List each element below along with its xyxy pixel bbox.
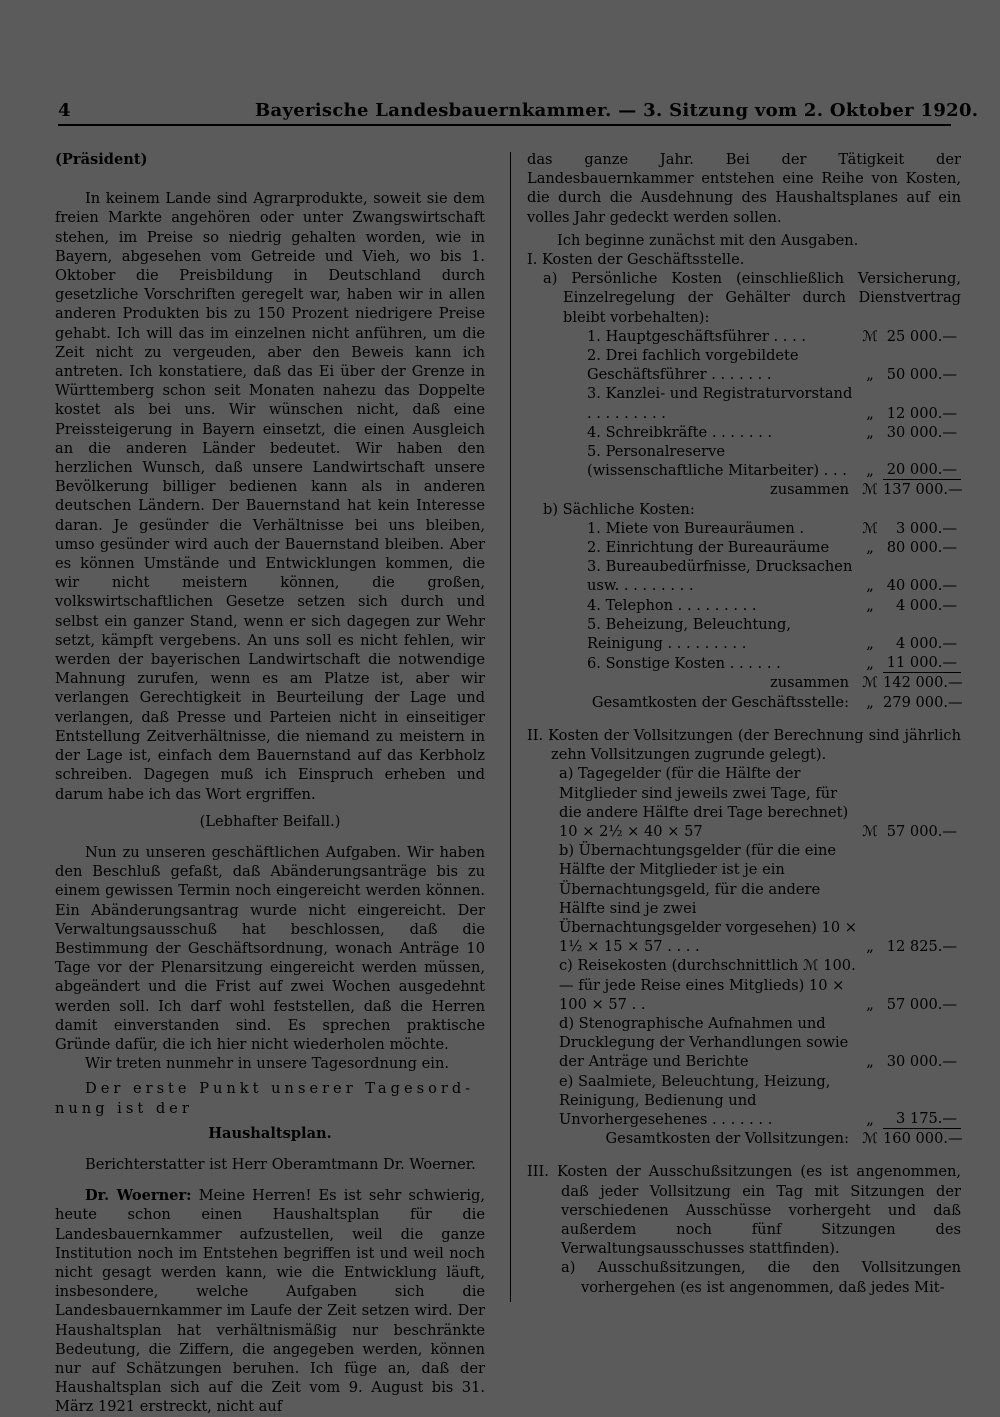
cost-item-label: 4. Telephon . . . . . . . . . <box>587 596 757 614</box>
section-heading: I. Kosten der Geschäftsstelle. <box>527 251 745 269</box>
cost-item-label: 2. Einrichtung der Bureauräume <box>587 539 830 557</box>
total-row <box>527 693 961 712</box>
currency-symbol: „ <box>866 693 874 711</box>
currency-symbol: „ <box>866 655 874 673</box>
cost-item <box>587 596 961 615</box>
currency-symbol: „ <box>866 462 874 480</box>
currency-symbol: ℳ <box>862 822 878 840</box>
subtotal-row <box>527 480 961 499</box>
cost-item-amount: 11 000.— <box>883 653 961 673</box>
cost-item-label: c) Reisekosten (durchschnittlich ℳ 100.— für jede Reise eines Mitglieds) 10 × 100 × 57 . . <box>559 957 856 1013</box>
cost-item <box>559 764 961 841</box>
cost-item <box>559 956 961 1014</box>
cost-item-amount: 50 000.— <box>886 366 957 384</box>
currency-symbol: „ <box>866 596 874 614</box>
currency-symbol: „ <box>866 1053 874 1071</box>
cost-item-label: 6. Sonstige Kosten . . . . . . <box>587 655 781 673</box>
cost-item-label: 3. Kanzlei- und Registraturvorstand . . . . . . . . . <box>587 385 853 422</box>
cost-item-amount: 25 000.— <box>886 327 957 345</box>
section-heading: II. Kosten der Vollsitzungen (der Berechnung sind jährlich zehn Vollsitzungen zugrunde gelegt). <box>527 726 961 764</box>
agenda-line: Der erste Punkt unserer Tagesord- <box>85 1080 475 1098</box>
applause-note: (Lebhafter Beifall.) <box>199 812 341 830</box>
left-column <box>55 150 485 1417</box>
rapporteur-line: Berichterstatter ist Herr Oberamtmann Dr. Woerner. <box>85 1155 476 1173</box>
cost-item-amount: 12 000.— <box>886 404 957 422</box>
cost-item-amount: 4 000.— <box>895 635 957 653</box>
cost-item <box>587 346 961 384</box>
cost-item-amount: 12 825.— <box>886 938 957 956</box>
cost-item <box>559 1072 961 1130</box>
currency-symbol: „ <box>866 366 874 384</box>
page-number: 4 <box>58 100 71 121</box>
cost-item-amount: 20 000.— <box>883 460 961 480</box>
cost-list <box>527 327 961 481</box>
cost-item-amount: 40 000.— <box>886 577 957 595</box>
currency-symbol: ℳ <box>862 481 878 499</box>
subsection-heading: a) Ausschußsitzungen, die den Vollsitzungen vorhergehen (es ist angenommen, daß jedes Mit- <box>561 1259 961 1296</box>
paragraph: Nun zu unseren geschäftlichen Aufgaben. Wir haben den Beschluß gefaßt, daß Abänderungsanträge bis zu einem gewissen Termin noch eingereicht werden können. Ein Abänderungsantrag wurde nicht eingereicht. Der Verwaltungsausschuß hat beschlossen, daß die Bestimmung der Geschäftsordnung, wonach Anträge 10 Tage vor der Plenarsitzung eingereicht werden müssen, abgeändert und die Frist auf zwei Wochen ausgedehnt werden soll. Ich darf wohl feststellen, daß die Herren damit einverstanden sind. Es sprechen praktische Gründe dafür, die ich hier nicht wiederholen möchte. <box>55 843 485 1053</box>
currency-symbol: „ <box>866 1110 874 1128</box>
subtotal-label: zusammen <box>770 481 849 499</box>
currency-symbol: ℳ <box>862 674 878 692</box>
speech-text: Meine Herren! Es ist sehr schwierig, heute schon einen Haushaltsplan für die Landesbauernkammer aufzustellen, weil die ganze Institution noch im Entstehen begriffen ist und weil noch nicht gesagt werden kann, wie die Entwicklung läuft, insbesondere, welche Aufgaben sich die Landesbauernkammer im Laufe der Zeit setzen wird. Der Haushaltsplan hat verhältnismäßig nur beschränkte Bedeutung, die Ziffern, die angegeben werden, können nur auf Schätzungen beruhen. Ich füge an, daß der Haushaltsplan sich auf die Zeit vom 9. August bis 31. März 1921 erstreckt, nicht auf <box>55 1187 486 1416</box>
speaker-tag: (Präsident) <box>55 151 148 168</box>
subtotal-amount: 137 000.— <box>883 481 963 499</box>
cost-item-label: d) Stenographische Aufnahmen und Drucklegung der Verhandlungen sowie der Anträge und Berichte <box>559 1014 849 1071</box>
agenda-line: nung ist der <box>55 1099 193 1117</box>
total-row <box>527 1129 961 1148</box>
speaker-name: Dr. Woerner: <box>85 1187 192 1205</box>
subtotal-amount: 142 000.— <box>883 674 963 692</box>
paragraph: das ganze Jahr. Bei der Tätigkeit der Landesbauernkammer entstehen eine Reihe von Kosten, die durch die Ausdehnung des Haushaltsplanes auf ein volles Jahr gedeckt werden sollen. <box>527 151 961 226</box>
cost-item-label: b) Übernachtungsgelder (für die eine Hälfte der Mitglieder ist je ein Übernachtungsgeld, für die andere Hälfte sind je zwei Übernachtungsgelder vorgesehen) 10 × 1½ × 15 × 57 . . . . <box>559 842 857 956</box>
currency-symbol: „ <box>866 423 874 441</box>
cost-item <box>587 423 961 442</box>
cost-item-label: 2. Drei fachlich vorgebildete Geschäftsführer . . . . . . . <box>587 347 799 384</box>
total-amount: 160 000.— <box>883 1130 963 1148</box>
paragraph: Ich beginne zunächst mit den Ausgaben. <box>557 231 859 249</box>
cost-item-amount: 4 000.— <box>895 596 957 614</box>
subtotal-row <box>527 673 961 692</box>
cost-item <box>587 519 961 538</box>
column-divider <box>510 152 511 1302</box>
subtotal-label: zusammen <box>770 674 849 692</box>
cost-item <box>587 384 961 422</box>
cost-item-label: e) Saalmiete, Beleuchtung, Heizung, Reinigung, Bedienung und Unvorhergesehenes . . . . . . . <box>559 1072 831 1128</box>
cost-item-amount: 57 000.— <box>886 822 957 840</box>
currency-symbol: ℳ <box>862 519 878 537</box>
cost-item-label: a) Tagegelder (für die Hälfte der Mitglieder sind jeweils zwei Tage, für die andere Hälfte drei Tage berechnet) 10 × 2½ × 40 × 57 <box>559 765 849 840</box>
cost-item-label: 3. Bureaubedürfnisse, Drucksachen usw. . . . . . . . . <box>587 558 853 595</box>
currency-symbol: „ <box>866 539 874 557</box>
currency-symbol: ℳ <box>862 327 878 345</box>
cost-item <box>559 1014 961 1072</box>
cost-item-amount: 30 000.— <box>886 1053 957 1071</box>
cost-item-label: 4. Schreibkräfte . . . . . . . <box>587 423 773 441</box>
cost-item <box>587 442 961 480</box>
cost-item <box>587 538 961 557</box>
currency-symbol: ℳ <box>862 1130 878 1148</box>
section-title: Haushaltsplan. <box>208 1124 332 1142</box>
currency-symbol: „ <box>866 404 874 422</box>
cost-item-label: 1. Hauptgeschäftsführer . . . . <box>587 327 806 345</box>
paragraph <box>55 1186 485 1416</box>
running-title: Bayerische Landesbauernkammer. — 3. Sitzung vom 2. Oktober 1920. <box>255 100 979 121</box>
cost-item-amount: 30 000.— <box>886 423 957 441</box>
currency-symbol: „ <box>866 938 874 956</box>
cost-item <box>587 327 961 346</box>
cost-item-label: 1. Miete von Bureauräumen . <box>587 519 805 537</box>
cost-item-label: 5. Beheizung, Beleuchtung, Reinigung . . . . . . . . . <box>587 615 792 653</box>
cost-list <box>527 764 961 1129</box>
currency-symbol: „ <box>866 577 874 595</box>
cost-item-amount: 3 175.— <box>883 1109 961 1129</box>
section-heading: III. Kosten der Ausschußsitzungen (es ist angenommen, daß jeder Vollsitzung ein Tag mit Sitzungen der verschiedenen Ausschüsse vorhergeht und daß außerdem noch fünf Sitzungen des Verwaltungsausschusses stattfinden). <box>527 1163 961 1258</box>
subsection-heading: a) Persönliche Kosten (einschließlich Versicherung, Einzelregelung der Gehälter durch Dienstvertrag bleibt vorbehalten): <box>543 270 961 326</box>
currency-symbol: „ <box>866 635 874 653</box>
paragraph: In keinem Lande sind Agrarprodukte, soweit sie dem freien Markte angehören oder unter Zwangswirtschaft stehen, im Preise so niedrig gehalten worden, wie in Bayern, abgesehen vom Getreide und Vieh, wo bis 1. Oktober die Preisbildung in Deutschland durch gesetzliche Vorschriften geregelt war, haben wir in allen anderen Produkten bis zu 150 Prozent niedrigere Preise gehabt. Ich will das im einzelnen nicht anführen, um die Zeit nicht zu vergeuden, aber den Beweis kann ich antreten. Ich konstatiere, daß das Ei über der Grenze in Württemberg schon seit Monaten nahezu das Doppelte kostet als bei uns. Wir wünschen nicht, daß eine Preissteigerung in Bayern einsetzt, die einen Ausgleich an die anderen Länder bedeutet. Wir haben den herzlichen Wunsch, daß unsere Landwirtschaft unsere Bevölkerung billiger bedienen kann als in anderen deutschen Ländern. Der Bauernstand hat kein Interesse daran. Je gesünder die Verhältnisse bei uns bleiben, umso gesünder wird auch der Bauernstand bleiben. Aber es können Umstände und Entwicklungen kommen, die wir nicht meistern können, die großen, volkswirtschaftlichen Gesetze setzen sich durch und selbst ein ganzer Stand, wenn er sich dagegen zur Wehr setzt, kämpft vergebens. An uns soll es nicht fehlen, wir werden der bayerischen Landwirtschaft die notwendige Mahnung zurufen, wenn es am Platze ist, aber wir verlangen Gerechtigkeit in Beurteilung der Lage und verlangen, daß Presse und Parteien nicht in einseitiger Entstellung Zeitverhältnisse, die niemand zu meistern in der Lage ist, einfach dem Bauernstand auf das Kerbholz schreiben. Dagegen muß ich Einspruch erheben und darum habe ich das Wort ergriffen. <box>55 190 485 803</box>
cost-item <box>587 615 961 653</box>
cost-item-amount: 3 000.— <box>895 519 957 537</box>
total-amount: 279 000.— <box>883 693 963 711</box>
cost-item-label: 5. Personalreserve (wissenschaftliche Mitarbeiter) . . . <box>587 443 847 480</box>
cost-list <box>527 519 961 674</box>
cost-item <box>559 841 961 956</box>
cost-item <box>587 557 961 595</box>
total-label: Gesamtkosten der Vollsitzungen: <box>605 1130 849 1148</box>
paragraph: Wir treten nunmehr in unsere Tagesordnung ein. <box>85 1055 450 1073</box>
total-label: Gesamtkosten der Geschäftsstelle: <box>591 693 849 711</box>
cost-item <box>587 653 961 673</box>
subsection-heading: b) Sächliche Kosten: <box>543 500 695 518</box>
currency-symbol: „ <box>866 995 874 1013</box>
right-column <box>527 150 961 1297</box>
header-rule <box>58 124 951 126</box>
cost-item-amount: 57 000.— <box>886 995 957 1013</box>
cost-item-amount: 80 000.— <box>886 539 957 557</box>
